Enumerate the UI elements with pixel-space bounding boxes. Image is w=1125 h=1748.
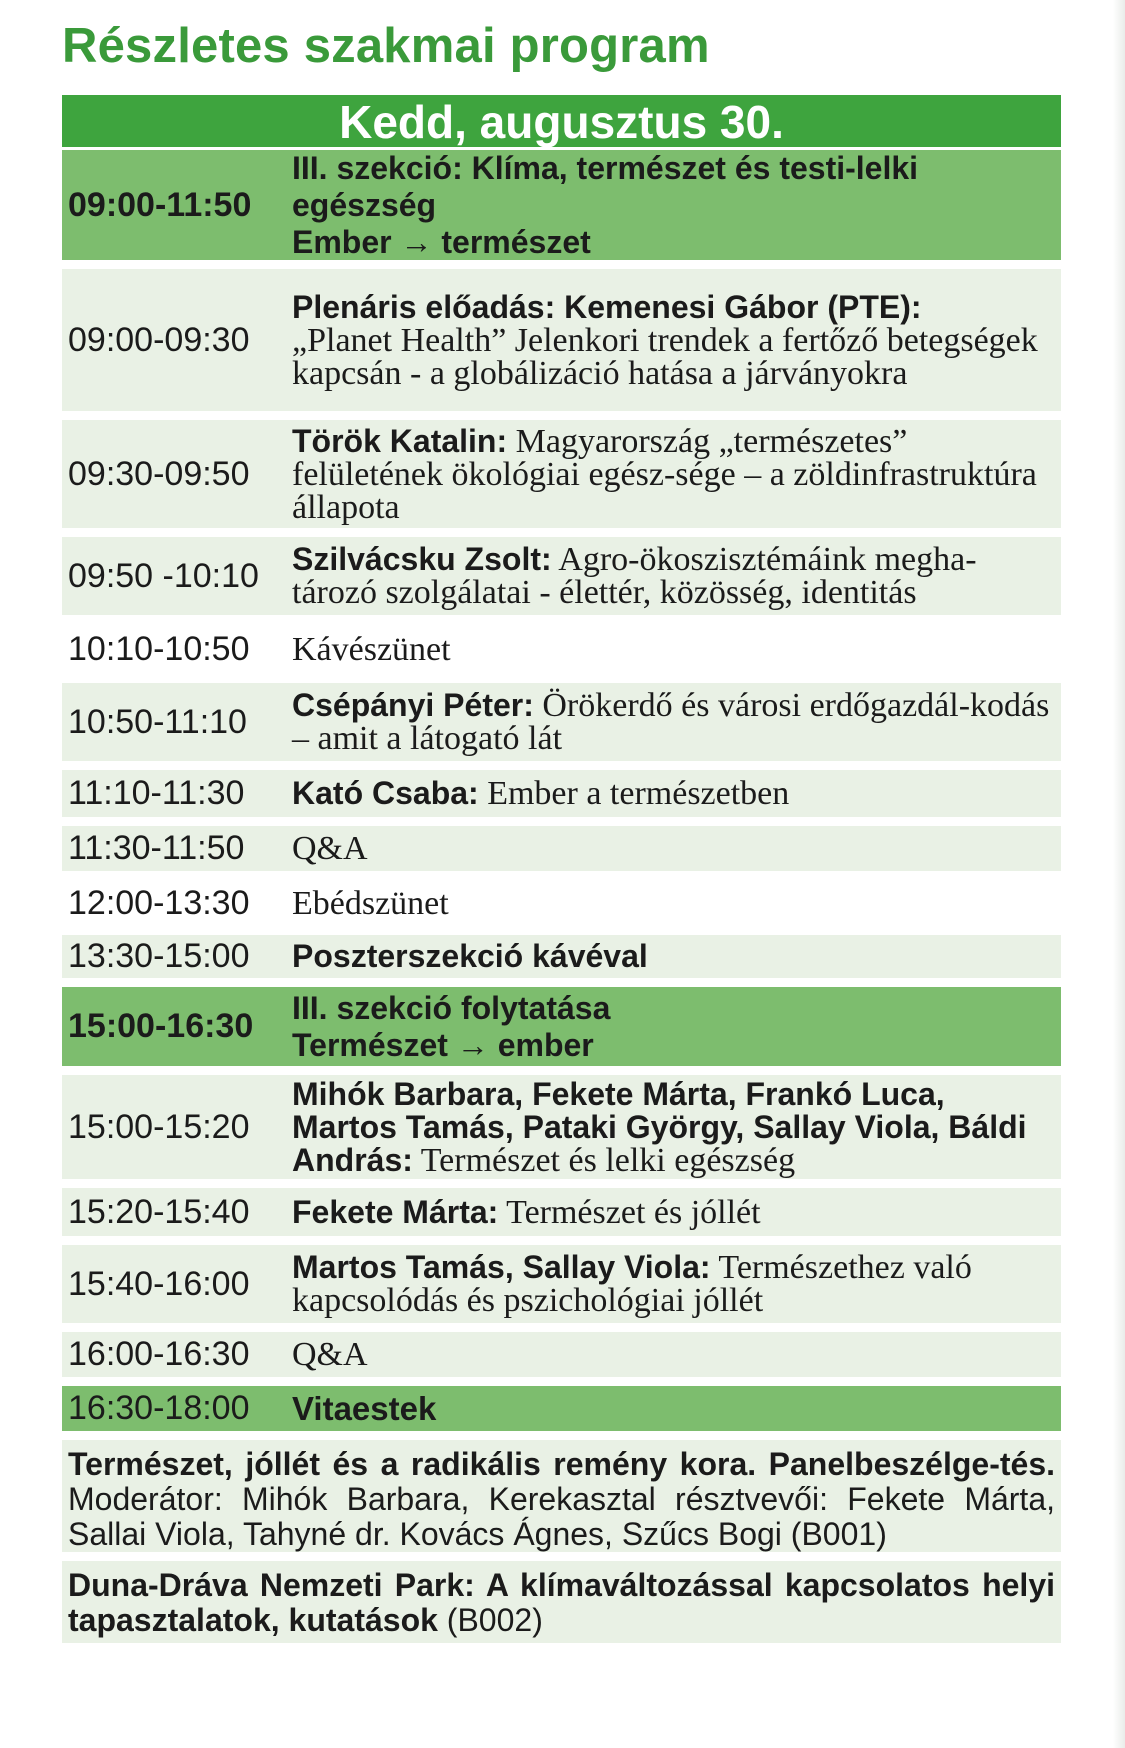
talk-title: Agro-ökoszisztémáink megha-tározó szolgálatai - élettér, közösség, identitás	[292, 541, 977, 611]
qa-row	[62, 1332, 1061, 1377]
panel-details: Moderátor: Mihók Barbara, Kerekasztal résztvevői: Fekete Márta, Sallai Viola, Tahyné dr. Kovács Ágnes, Szűcs Bogi (B001)	[68, 1481, 1055, 1552]
speaker-name: Csépányi Péter:	[292, 687, 534, 723]
talk-body	[285, 543, 1061, 609]
speaker-name: Plenáris előadás: Kemenesi Gábor (PTE):	[292, 288, 922, 325]
speaker-name: Martos Tamás, Sallay Viola:	[292, 1249, 711, 1285]
day-header: Kedd, augusztus 30.	[62, 95, 1061, 147]
row-time: 10:10-10:50	[68, 629, 250, 668]
talk-row	[62, 537, 1061, 615]
evening-label: Vitaestek	[292, 1389, 437, 1427]
speaker-name: Török Katalin:	[292, 422, 508, 459]
qa-row	[62, 826, 1061, 871]
poster-label: Poszterszekció kávéval	[292, 938, 648, 974]
row-time: 16:00-16:30	[68, 1335, 250, 1373]
page-edge	[1113, 0, 1125, 1748]
speaker-name: Fekete Márta:	[292, 1193, 499, 1230]
talk-body	[285, 777, 1061, 810]
row-time: 11:10-11:30	[68, 774, 245, 812]
section-title-line: III. szekció folytatása	[292, 989, 611, 1026]
row-time: 11:30-11:50	[68, 829, 245, 867]
talk-body	[285, 1075, 1061, 1179]
row-time: 09:30-09:50	[68, 454, 250, 493]
evening-body	[285, 1389, 1061, 1427]
panel-title: Duna-Dráva Nemzeti Park: A klímaváltozással kapcsolatos helyi tapasztalatok, kutatások	[68, 1567, 1055, 1638]
talk-body	[285, 1193, 1061, 1231]
talk-row	[62, 683, 1061, 761]
talk-body	[285, 288, 1061, 392]
section-title	[285, 150, 1061, 261]
panel-discussion	[62, 1440, 1061, 1552]
talk-row	[62, 1188, 1061, 1236]
talk-title: Természethez való kapcsolódás és pszichológiai jóllét	[292, 1249, 972, 1319]
talk-row	[62, 770, 1061, 817]
poster-row	[62, 935, 1061, 978]
section-title	[285, 990, 1061, 1064]
section-row	[62, 987, 1061, 1066]
talk-title: Természet és lelki egészség	[412, 1141, 796, 1179]
talk-title: „Planet Health” Jelenkori trendek a fertőző betegségek kapcsán - a globálizáció hatása a járványokra	[292, 321, 1038, 392]
section-title-line: egészség	[292, 186, 437, 223]
break-label: Kávészünet	[292, 630, 451, 668]
row-time: 09:00-11:50	[68, 185, 252, 224]
speaker-name: Mihók Barbara, Fekete Márta, Frankó Luca, Martos Tamás, Pataki György, Sallay Viola, Báldi András:	[292, 1075, 1027, 1178]
break-label: Ebédszünet	[292, 884, 449, 922]
row-time: 16:30-18:00	[68, 1389, 250, 1427]
evening-band	[62, 1386, 1061, 1431]
talk-body	[285, 689, 1061, 755]
talk-body	[285, 422, 1061, 526]
row-time: 15:40-16:00	[68, 1264, 250, 1303]
row-time: 13:30-15:00	[68, 937, 250, 975]
row-time: 12:00-13:30	[68, 883, 250, 922]
row-time: 09:00-09:30	[68, 320, 250, 359]
section-subtitle: Természet → ember	[292, 1026, 594, 1063]
speaker-name: Szilvácsku Zsolt:	[292, 541, 552, 577]
talk-row	[62, 1075, 1061, 1179]
section-row	[62, 150, 1061, 260]
row-time: 15:00-16:30	[68, 1007, 254, 1045]
talk-row	[62, 420, 1061, 528]
break-row	[62, 624, 1061, 674]
talk-row	[62, 269, 1061, 411]
talk-row	[62, 1245, 1061, 1323]
row-time: 10:50-11:10	[68, 702, 247, 741]
section-title-line: III. szekció: Klíma, természet és testi-lelki	[292, 149, 919, 186]
panel-discussion	[62, 1561, 1061, 1643]
talk-title: Magyarország „természetes” felületének ökológiai egész-sége – a zöldinfrastruktúra állapota	[292, 422, 1037, 526]
talk-title: Ember a természetben	[478, 775, 790, 812]
row-time: 09:50 -10:10	[68, 556, 259, 595]
talk-title: Örökerdő és városi erdőgazdál-kodás – amit a látogató lát	[292, 687, 1050, 757]
section-subtitle: Ember → természet	[292, 223, 591, 260]
talk-title: Természet és jóllét	[498, 1193, 761, 1231]
talk-body	[285, 1251, 1061, 1317]
qa-label: Q&A	[292, 1336, 368, 1373]
page-title: Részletes szakmai program	[62, 19, 710, 73]
row-time: 15:20-15:40	[68, 1192, 250, 1231]
poster-body	[285, 940, 1061, 973]
break-row	[62, 880, 1061, 926]
panel-details: (B002)	[437, 1602, 543, 1638]
panel-title: Természet, jóllét és a radikális remény kora. Panelbeszélge-tés.	[68, 1446, 1055, 1482]
qa-label: Q&A	[292, 830, 368, 867]
row-time: 15:00-15:20	[68, 1107, 250, 1146]
schedule-table	[62, 95, 1061, 1652]
speaker-name: Kató Csaba:	[292, 775, 479, 811]
